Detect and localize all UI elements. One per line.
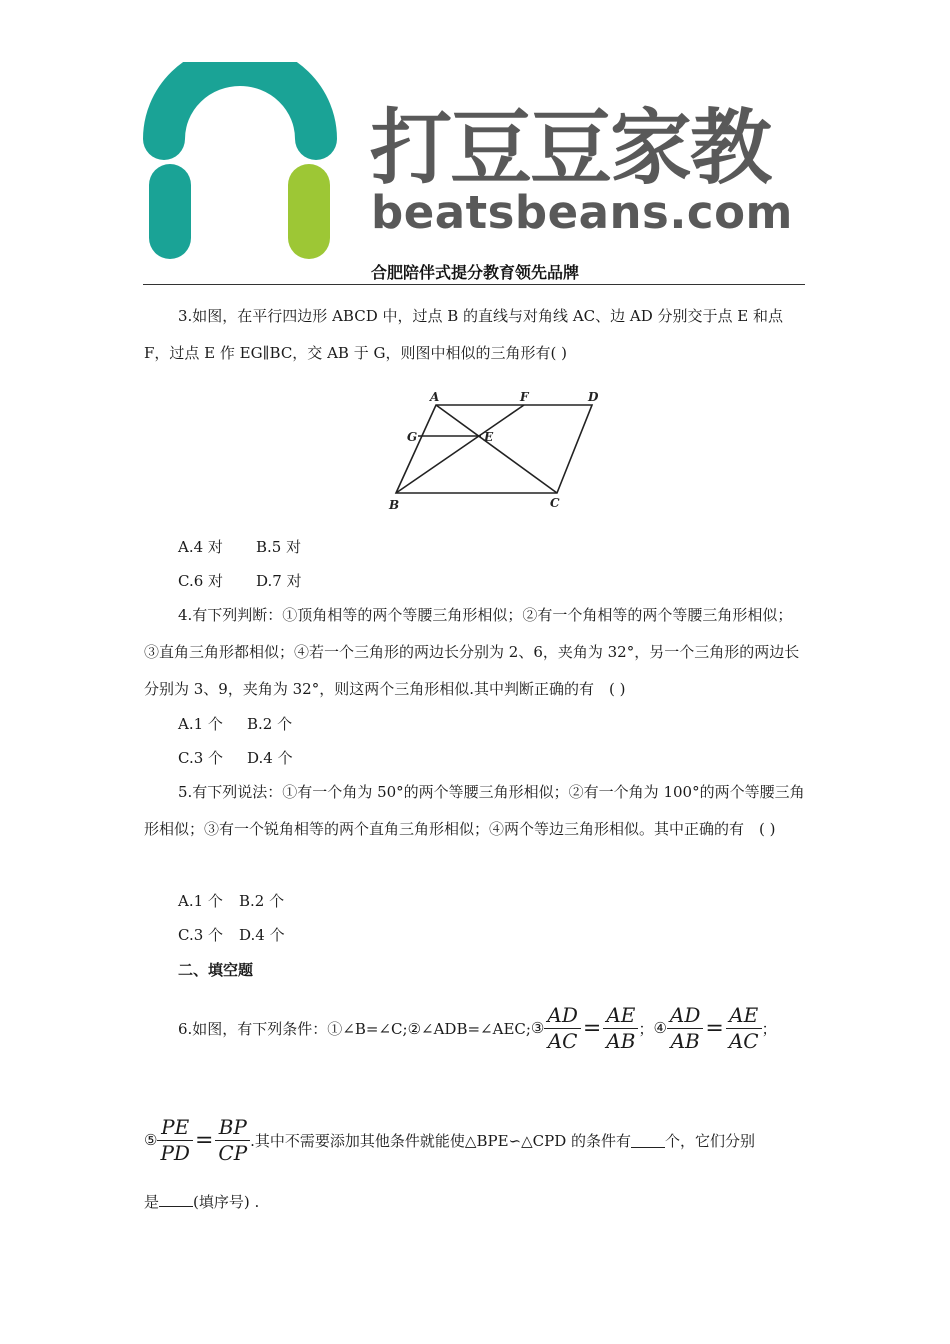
q3-option-d[interactable]: D.7 对 bbox=[256, 572, 302, 590]
question-3-text: 3.如图，在平行四边形 ABCD 中，过点 B 的直线与对角线 AC、边 AD 分别交于点 E 和点 F，过点 E 作 EG∥BC，交 AB 于 G，则图中相似的三角形有( ) bbox=[144, 307, 784, 362]
logo-arc bbox=[164, 65, 316, 139]
question-6-line3 bbox=[144, 1190, 259, 1214]
separator: ； bbox=[638, 1019, 654, 1038]
brand-slogan: 合肥陪伴式提分教育领先品牌 bbox=[370, 263, 579, 282]
q4-option-b[interactable]: B.2 个 bbox=[247, 715, 293, 733]
q6-cond3-marker: ③ bbox=[530, 1019, 545, 1037]
q6-cond5-marker: ⑤ bbox=[144, 1131, 158, 1149]
question-6-line1 bbox=[144, 996, 806, 1060]
q4-option-c[interactable]: C.3 个 bbox=[178, 749, 224, 767]
q6-tail-text: .其中不需要添加其他条件就能使△BPE∽△CPD 的条件有 bbox=[250, 1131, 631, 1150]
label-F: F bbox=[520, 390, 529, 404]
fraction-ad-ac: $\frac{AD}{AC}$ bbox=[544, 1003, 580, 1054]
question-5-text: 5.有下列说法：①有一个角为 50°的两个等腰三角形相似；②有一个角为 100°的两个等腰三角形相似；③有一个锐角相等的两个直角三角形相似；④两个等边三角形相似。其中正确的有 ( ) bbox=[144, 783, 805, 838]
logo-left-bar bbox=[149, 164, 191, 259]
q6-tail-text-2: 个，它们分别 bbox=[665, 1131, 756, 1150]
fraction-pe-pd: $\frac{PE}{PD}$ bbox=[157, 1115, 193, 1166]
q3-option-a[interactable]: A.4 对 bbox=[178, 538, 223, 556]
q5-option-a[interactable]: A.1 个 bbox=[178, 892, 223, 910]
header-divider bbox=[143, 284, 805, 285]
q3-option-c[interactable]: C.6 对 bbox=[178, 572, 224, 590]
q3-option-b[interactable]: B.5 对 bbox=[256, 538, 302, 556]
q3-options-row2 bbox=[178, 569, 302, 593]
q4-options-row1 bbox=[178, 712, 292, 736]
fraction-ae-ab: $\frac{AE}{AB}$ bbox=[603, 1003, 638, 1054]
q5-option-c[interactable]: C.3 个 bbox=[178, 926, 224, 944]
q5-options-row1 bbox=[178, 889, 284, 913]
brand-name-cn: 打豆豆家教 bbox=[370, 101, 771, 196]
q5-option-d[interactable]: D.4 个 bbox=[239, 926, 285, 944]
question-4-text: 4.有下列判断：①顶角相等的两个等腰三角形相似；②有一个角相等的两个等腰三角形相似；③直角三角形都相似；④若一个三角形的两边长分别为 2、6，夹角为 32°，另一个三角形的两边长分别为 3、9，夹角为 32°，则这两个三角形相似.其中判断正确的有 ( ) bbox=[144, 606, 800, 698]
equals-sign: = bbox=[194, 1127, 214, 1153]
separator: ； bbox=[761, 1019, 777, 1038]
fraction-bp-cp: $\frac{BP}{CP}$ bbox=[215, 1115, 250, 1166]
q4-option-d[interactable]: D.4 个 bbox=[247, 749, 293, 767]
equals-sign: = bbox=[582, 1015, 602, 1041]
q5-options-row2 bbox=[178, 923, 285, 947]
label-G: G bbox=[407, 430, 418, 444]
answer-blank-count[interactable] bbox=[631, 1133, 665, 1148]
label-E: E bbox=[484, 430, 494, 444]
q3-options-row1 bbox=[178, 535, 301, 559]
label-C: C bbox=[550, 496, 560, 510]
answer-blank-ids[interactable] bbox=[159, 1192, 193, 1207]
q5-option-b[interactable]: B.2 个 bbox=[239, 892, 285, 910]
q6-line3-end: (填序号) . bbox=[193, 1193, 260, 1211]
q6-cond4-marker: ④ bbox=[653, 1019, 667, 1037]
q4-option-a[interactable]: A.1 个 bbox=[178, 715, 223, 733]
label-D: D bbox=[588, 390, 599, 404]
q6-lead: 6.如图，有下列条件：①∠B=∠C;②∠ADB=∠AEC; bbox=[178, 1019, 531, 1038]
q4-options-row2 bbox=[178, 746, 293, 770]
parallelogram-figure bbox=[380, 385, 610, 515]
q6-line3-start: 是 bbox=[144, 1193, 160, 1211]
fraction-ad-ab: $\frac{AD}{AB}$ bbox=[667, 1003, 703, 1054]
brand-domain: beatsbeans.com bbox=[371, 186, 793, 239]
brand-logo-mark bbox=[140, 62, 340, 262]
label-A: A bbox=[430, 390, 440, 404]
equals-sign: = bbox=[705, 1015, 724, 1041]
question-6-line2 bbox=[144, 1108, 806, 1172]
logo-right-bar bbox=[288, 164, 330, 259]
label-B: B bbox=[389, 498, 400, 512]
section-heading-fill-in: 二、填空题 bbox=[178, 961, 254, 979]
fraction-ae-ac: $\frac{AE}{AC}$ bbox=[726, 1003, 762, 1054]
